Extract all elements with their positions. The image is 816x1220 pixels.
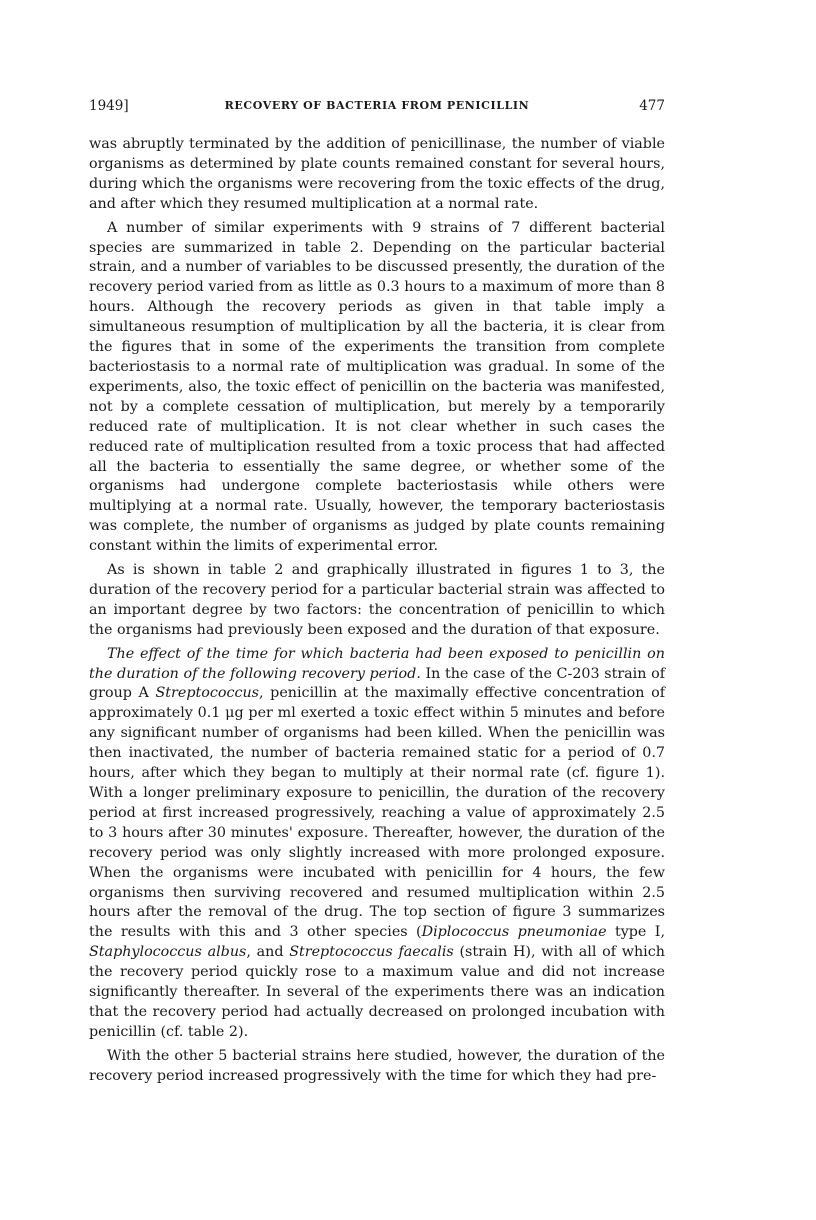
running-head-year: 1949]: [89, 98, 129, 114]
page: [89, 94, 665, 1091]
section-heading: The effect of the time for which bacteria had been exposed to penicillin on the duration of the following recovery period.: [89, 645, 665, 682]
paragraph-2: A number of similar experiments with 9 strains of 7 different bacterial species are summarized in table 2. Depending on the particular bacterial strain, and a number of variables to be discussed presently, the duration of the recovery period varied from as little as 0.3 hours to a maximum of more than 8 hours. Although the recovery periods as given in that table imply a simultaneous resumption of multiplication by all the bacteria, it is clear from the figures that in some of the experiments the transition from complete bacteriostasis to a normal rate of multiplication was gradual. In some of the experiments, also, the toxic effect of penicillin on the bacteria was manifested, not by a complete cessation of multiplication, but merely by a temporarily reduced rate of multiplication. It is not clear whether in such cases the reduced rate of multiplication resulted from a toxic process that had affected all the bacteria to essentially the same degree, or whether some of the organisms had undergone complete bacteriostasis while others were multiplying at a normal rate. Usually, however, the temporary bacteriostasis was complete, the number of organisms as judged by plate counts remaining constant within the limits of experimental error.: [89, 219, 665, 555]
species-staphylococcus: Staphylococcus albus: [89, 944, 247, 961]
paragraph-4-text-a: In the case of the C-203 strain of group A: [89, 665, 665, 702]
paragraph-4-text-b: , penicillin at the maximally effective concentration of approximately 0.1 μg per ml exerted a toxic effect within 5 minutes and before any significant number of organisms had been killed. When the penicillin was then inactivated, the number of bacteria remained static for a period of 0.7 hours, after which they began to multiply at their normal rate (cf. figure 1). With a longer preliminary exposure to penicillin, the duration of the recovery period at first increased progressively, reaching a value of approximately 2.5 to 3 hours after 30 minutes' exposure. Thereafter, however, the duration of the recovery period was only slightly increased with more prolonged exposure. When the organisms were incubated with penicillin for 4 hours, the few organisms then surviving recovered and resumed multiplication within 2.5 hours after the removal of the drug. The top section of figure 3 summarizes the results with this and 3 other species (: [89, 685, 665, 941]
species-faecalis: Streptococcus faecalis: [289, 944, 454, 961]
paragraph-4: [89, 645, 665, 1043]
running-head-title: RECOVERY OF BACTERIA FROM PENICILLIN: [224, 99, 530, 112]
species-streptococcus: Streptococcus: [155, 685, 260, 702]
paragraph-4-text-c: type I,: [606, 924, 665, 941]
paragraph-1: was abruptly terminated by the addition of penicillinase, the number of viable organisms as determined by plate counts remained constant for several hours, during which the organisms were recovering from the toxic effects of the drug, and after which they resumed multiplication at a normal rate.: [89, 136, 665, 212]
paragraph-5: With the other 5 bacterial strains here studied, however, the duration of the recovery period increased progressively with the time for which they had pre-: [89, 1047, 665, 1084]
species-diplococcus: Diplococcus pneumoniae: [421, 924, 607, 941]
running-head: [89, 94, 665, 118]
paragraph-4-text-e: (strain H), with all of which the recovery period quickly rose to a maximum value and did not increase significantly thereafter. In several of the experiments there was an indication that the recovery period had actually decreased on prolonged incubation with penicillin (cf. table 2).: [89, 944, 665, 1040]
paragraph-3: As is shown in table 2 and graphically illustrated in figures 1 to 3, the duration of the recovery period for a particular bacterial strain was affected to an important degree by two factors: the concentration of penicillin to which the organisms had previously been exposed and the duration of that exposure.: [89, 562, 665, 638]
body-text: [89, 135, 665, 1087]
paragraph-4-text-d: , and: [246, 944, 290, 961]
page-number: 477: [639, 98, 665, 114]
